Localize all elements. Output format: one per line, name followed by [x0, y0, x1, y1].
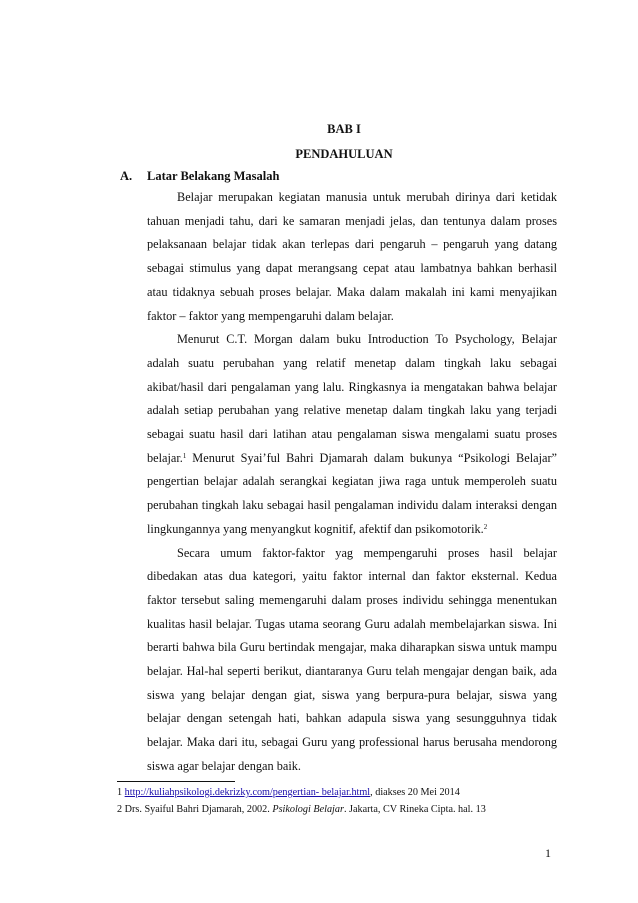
page-number: 1 [545, 846, 551, 860]
footnote-2-author: Drs. Syaiful Bahri Djamarah, 2002. [124, 804, 273, 815]
paragraph-2-part-a: Menurut C.T. Morgan dalam buku Introduction To Psychology, Belajar adalah suatu perubahan yang relatif menetap dalam tingkah laku sebagai akibat/hasil dari pengalaman yang lalu. Ringkasnya ia mengatakan bahwa belajar adalah setiap perubahan yang relative menetap dalam tingkah laku yang terjadi sebagai suatu hasil dari latihan atau pengalaman siswa mengalami suatu proses belajar. [147, 332, 557, 465]
footnote-2-number: 2 [117, 804, 123, 815]
footnote-1-number: 1 [117, 787, 123, 798]
section-heading [120, 169, 279, 184]
footnote-2 [117, 801, 567, 818]
footnotes [117, 784, 567, 818]
paragraph-1: Belajar merupakan kegiatan manusia untuk merubah dirinya dari ketidak tahuan menjadi tahu, dari ke samaran menjadi jelas, dan tentunya dalam proses pelaksanaan belajar tidak akan terlepas dari pengaruh – pengaruh yang datang sebagai stimulus yang dapat merangsang cepat atau lambatnya bahkan berhasil atau tidaknya sebuah proses belajar. Maka dalam makalah ini kami menyajikan faktor – faktor yang mempengaruhi dalam belajar. [147, 190, 557, 323]
chapter-label: BAB I [327, 122, 361, 136]
footnote-1-rest: , diakses 20 Mei 2014 [370, 787, 460, 798]
paragraph-2 [147, 328, 557, 541]
footnote-ref-2[interactable]: 2 [483, 522, 488, 531]
footnote-divider [117, 781, 235, 782]
footnote-2-rest: . Jakarta, CV Rineka Cipta. hal. 13 [343, 804, 486, 815]
footnote-1-link[interactable]: http://kuliahpsikologi.dekrizky.com/pengertian- belajar.html [124, 787, 371, 798]
section-number: A. [120, 169, 133, 183]
paragraph-2-part-b: Menurut Syai’ful Bahri Djamarah dalam bukunya “Psikologi Belajar” pengertian belajar adalah serangkai kegiatan jiwa raga untuk memperoleh suatu perubahan tingkah laku sebagai hasil pengalaman individu dalam interaksi dengan lingkungannya yang menyangkut kognitif, afektif dan psikomotorik. [147, 450, 557, 536]
footnote-1 [117, 784, 567, 801]
footnote-ref-1[interactable]: 1 [182, 451, 187, 460]
chapter-title: PENDAHULUAN [295, 147, 393, 161]
paragraph-3: Secara umum faktor-faktor yag mempengaruhi proses hasil belajar dibedakan atas dua kategori, yaitu faktor internal dan faktor eksternal. Kedua faktor tersebut saling memengaruhi dalam proses individu sehingga menentukan kualitas hasil belajar. Tugas utama seorang Guru adalah membelajarkan siswa. Ini berarti bahwa bila Guru bertindak mengajar, maka diharapkan siswa untuk mampu belajar. Hal-hal seperti berikut, diantaranya Guru telah mengajar dengan baik, ada siswa yang belajar dengan giat, siswa yang berpura-pura belajar, siswa yang belajar dengan setengah hati, bahkan adapula siswa yang sesungguhnya tidak belajar. Maka dari itu, sebagai Guru yang professional harus berusaha mendorong siswa agar belajar dengan baik. [147, 545, 557, 773]
body-text [147, 186, 557, 779]
footnote-2-title: Psikologi Belajar [272, 804, 344, 815]
section-title: Latar Belakang Masalah [147, 169, 280, 183]
